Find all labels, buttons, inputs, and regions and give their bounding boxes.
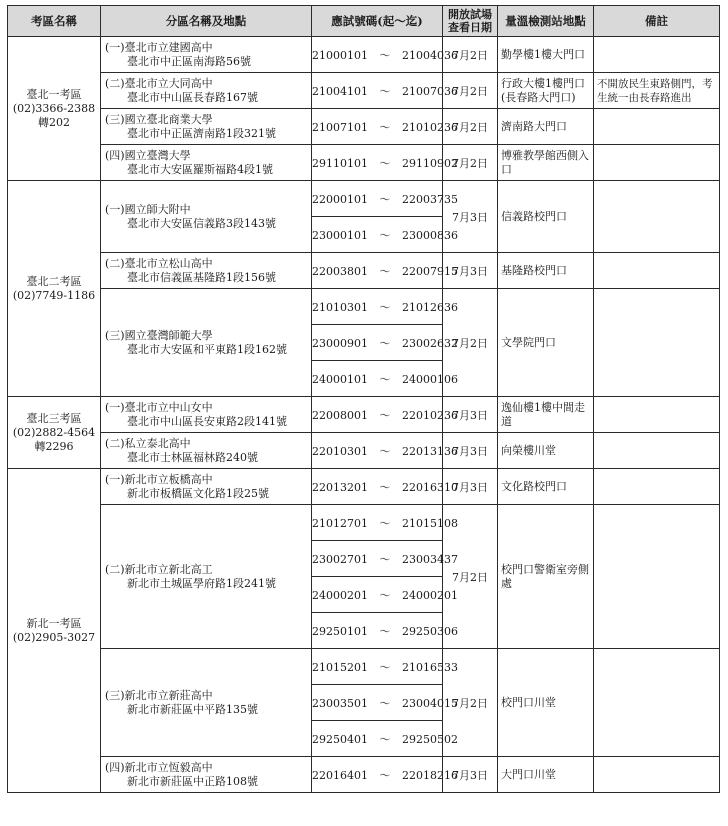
temp-station-cell: 博雅教學館西側入口 xyxy=(498,145,594,181)
note-cell xyxy=(594,433,720,469)
range-start: 22003801 xyxy=(312,264,368,278)
range-end: 29250306 xyxy=(402,624,458,638)
exam-area-phone: (02)7749-1186 xyxy=(12,288,96,302)
table-row xyxy=(8,469,720,505)
open-date-cell: 7月2日 xyxy=(443,109,498,145)
subarea-cell xyxy=(101,109,312,145)
range-separator: ～ xyxy=(379,768,391,782)
temp-station-cell: 文學院門口 xyxy=(498,289,594,397)
subarea-cell xyxy=(101,433,312,469)
number-range-cell xyxy=(312,109,458,145)
open-date-cell: 7月3日 xyxy=(443,181,498,253)
range-start: 22016401 xyxy=(312,768,368,782)
open-date-cell: 7月3日 xyxy=(443,397,498,433)
exam-area-name: 臺北二考區 xyxy=(26,274,82,288)
range-end: 24000201 xyxy=(402,588,458,602)
subarea-cell xyxy=(101,505,312,649)
range-start: 23002701 xyxy=(312,552,368,566)
range-end: 21010236 xyxy=(402,120,458,134)
range-start: 23000901 xyxy=(312,336,368,350)
range-separator: ～ xyxy=(379,300,391,314)
temp-station-cell: 濟南路大門口 xyxy=(498,109,594,145)
subarea-address: 新北市土城區學府路1段241號 xyxy=(127,576,276,590)
range-start: 22008001 xyxy=(312,408,368,422)
range-separator: ～ xyxy=(379,480,391,494)
table-row xyxy=(8,109,720,145)
header-temp-station: 量溫檢測站地點 xyxy=(498,6,594,37)
range-end: 21015108 xyxy=(402,516,458,530)
note-cell xyxy=(594,289,720,397)
note-cell xyxy=(594,109,720,145)
range-start: 23003501 xyxy=(312,696,368,710)
range-separator: ～ xyxy=(379,588,391,602)
range-separator: ～ xyxy=(379,228,391,242)
subarea-cell xyxy=(101,181,312,253)
number-range-cell xyxy=(312,73,458,109)
subarea-address: 臺北市中山區長春路167號 xyxy=(127,90,258,104)
subarea-name: (一)國立師大附中 xyxy=(105,202,191,216)
note-cell xyxy=(594,469,720,505)
subarea-name: (二)臺北市立大同高中 xyxy=(105,76,213,90)
range-end: 24000106 xyxy=(402,372,458,386)
note-cell xyxy=(594,181,720,253)
number-range-cell xyxy=(312,685,458,721)
range-separator: ～ xyxy=(379,624,391,638)
range-end: 29250502 xyxy=(402,732,458,746)
open-date-cell: 7月2日 xyxy=(443,289,498,397)
range-separator: ～ xyxy=(379,48,391,62)
open-date-cell: 7月3日 xyxy=(443,433,498,469)
range-start: 21010301 xyxy=(312,300,368,314)
subarea-name: (三)新北市立新莊高中 xyxy=(105,688,213,702)
note-cell xyxy=(594,253,720,289)
range-end: 22007915 xyxy=(402,264,458,278)
range-separator: ～ xyxy=(379,156,391,170)
subarea-address: 臺北市士林區福林路240號 xyxy=(127,450,258,464)
subarea-address: 臺北市大安區羅斯福路4段1號 xyxy=(127,162,273,176)
range-end: 21004036 xyxy=(402,48,458,62)
range-end: 21012636 xyxy=(402,300,458,314)
range-separator: ～ xyxy=(379,120,391,134)
temp-station-cell: 逸仙樓1樓中間走道 xyxy=(498,397,594,433)
temp-station-cell: 大門口川堂 xyxy=(498,757,594,793)
table-row xyxy=(8,145,720,181)
range-end: 21007036 xyxy=(402,84,458,98)
number-range-cell xyxy=(312,37,458,73)
number-range-cell xyxy=(312,325,458,361)
subarea-address: 新北市新莊區中平路135號 xyxy=(127,702,258,716)
table-body xyxy=(8,37,720,793)
subarea-cell xyxy=(101,757,312,793)
range-separator: ～ xyxy=(379,336,391,350)
number-range-cell xyxy=(312,505,458,541)
subarea-cell xyxy=(101,469,312,505)
subarea-cell xyxy=(101,649,312,757)
temp-station-cell: 行政大樓1樓門口(長春路大門口) xyxy=(498,73,594,109)
subarea-address: 臺北市大安區信義路3段143號 xyxy=(127,216,276,230)
number-range-cell xyxy=(312,757,458,793)
exam-area-name: 臺北三考區 xyxy=(26,411,82,425)
subarea-address: 臺北市信義區基隆路1段156號 xyxy=(127,270,276,284)
exam-site-table xyxy=(7,5,720,793)
number-range-cell xyxy=(312,253,458,289)
note-cell: 不開放民生東路側門，考生統一由長春路進出 xyxy=(594,73,720,109)
note-cell xyxy=(594,649,720,757)
subarea-cell xyxy=(101,73,312,109)
subarea-address: 臺北市中正區南海路56號 xyxy=(127,54,251,68)
number-range-cell xyxy=(312,217,458,253)
range-start: 22000101 xyxy=(312,192,368,206)
range-start: 22013201 xyxy=(312,480,368,494)
range-separator: ～ xyxy=(379,372,391,386)
number-range-cell xyxy=(312,145,458,181)
range-separator: ～ xyxy=(379,696,391,710)
range-end: 22016310 xyxy=(402,480,458,494)
table-row xyxy=(8,505,720,541)
table-row xyxy=(8,37,720,73)
range-end: 23004015 xyxy=(402,696,458,710)
subarea-address: 臺北市中山區長安東路2段141號 xyxy=(127,414,287,428)
exam-area-ext: 轉2296 xyxy=(34,439,74,453)
exam-area-cell xyxy=(8,37,101,181)
range-start: 29250401 xyxy=(312,732,368,746)
number-range-cell xyxy=(312,397,458,433)
temp-station-cell: 勤學樓1樓大門口 xyxy=(498,37,594,73)
open-date-cell: 7月3日 xyxy=(443,469,498,505)
subarea-name: (一)臺北市立中山女中 xyxy=(105,400,213,414)
exam-area-phone: (02)3366-2388 xyxy=(12,101,96,115)
header-subarea: 分區名稱及地點 xyxy=(101,6,312,37)
range-separator: ～ xyxy=(379,408,391,422)
number-range-cell xyxy=(312,541,458,577)
exam-area-ext: 轉202 xyxy=(38,115,70,129)
temp-station-cell: 信義路校門口 xyxy=(498,181,594,253)
exam-area-name: 新北一考區 xyxy=(26,616,82,630)
subarea-cell xyxy=(101,289,312,397)
exam-area-phone: (02)2882-4564 xyxy=(12,425,96,439)
range-end: 22003735 xyxy=(402,192,458,206)
subarea-name: (四)國立臺灣大學 xyxy=(105,148,191,162)
subarea-address: 臺北市大安區和平東路1段162號 xyxy=(127,342,287,356)
subarea-cell xyxy=(101,37,312,73)
number-range-cell xyxy=(312,181,458,217)
subarea-cell xyxy=(101,253,312,289)
subarea-name: (一)臺北市立建國高中 xyxy=(105,40,213,54)
subarea-name: (三)國立臺北商業大學 xyxy=(105,112,213,126)
range-start: 21000101 xyxy=(312,48,368,62)
subarea-name: (四)新北市立恆毅高中 xyxy=(105,760,213,774)
table-row xyxy=(8,757,720,793)
range-end: 21016533 xyxy=(402,660,458,674)
table-row xyxy=(8,73,720,109)
subarea-name: (二)新北市立新北高工 xyxy=(105,562,213,576)
number-range-cell xyxy=(312,289,458,325)
temp-station-cell: 文化路校門口 xyxy=(498,469,594,505)
temp-station-cell: 校門口警衛室旁側處 xyxy=(498,505,594,649)
number-range-cell xyxy=(312,649,458,685)
range-separator: ～ xyxy=(379,660,391,674)
number-range-cell xyxy=(312,721,458,757)
table-row xyxy=(8,397,720,433)
range-end: 23003437 xyxy=(402,552,458,566)
header-exam-name: 考區名稱 xyxy=(8,6,101,37)
range-start: 29110101 xyxy=(312,156,368,170)
temp-station-cell: 向榮樓川堂 xyxy=(498,433,594,469)
range-end: 29110902 xyxy=(402,156,458,170)
range-end: 22013136 xyxy=(402,444,458,458)
range-separator: ～ xyxy=(379,732,391,746)
table-row xyxy=(8,253,720,289)
number-range-cell xyxy=(312,361,458,397)
header-number-range: 應試號碼(起～迄) xyxy=(312,6,443,37)
number-range-cell xyxy=(312,469,458,505)
open-date-cell: 7月2日 xyxy=(443,505,498,649)
open-date-cell: 7月3日 xyxy=(443,757,498,793)
note-cell xyxy=(594,145,720,181)
subarea-name: (三)國立臺灣師範大學 xyxy=(105,328,213,342)
range-end: 22018216 xyxy=(402,768,458,782)
table-row xyxy=(8,433,720,469)
range-separator: ～ xyxy=(379,192,391,206)
range-separator: ～ xyxy=(379,552,391,566)
range-start: 21004101 xyxy=(312,84,368,98)
range-start: 24000101 xyxy=(312,372,368,386)
temp-station-cell: 基隆路校門口 xyxy=(498,253,594,289)
exam-area-phone: (02)2905-3027 xyxy=(12,630,96,644)
range-separator: ～ xyxy=(379,264,391,278)
range-separator: ～ xyxy=(379,444,391,458)
note-cell xyxy=(594,397,720,433)
open-date-cell: 7月2日 xyxy=(443,145,498,181)
range-separator: ～ xyxy=(379,84,391,98)
range-start: 21015201 xyxy=(312,660,368,674)
subarea-name: (一)新北市立板橋高中 xyxy=(105,472,213,486)
open-date-cell: 7月2日 xyxy=(443,37,498,73)
number-range-cell xyxy=(312,577,458,613)
range-end: 23000836 xyxy=(402,228,458,242)
header-open-date: 開放試場查看日期 xyxy=(443,6,498,37)
range-start: 22010301 xyxy=(312,444,368,458)
open-date-cell: 7月3日 xyxy=(443,253,498,289)
range-start: 21007101 xyxy=(312,120,368,134)
range-start: 23000101 xyxy=(312,228,368,242)
subarea-name: (二)私立泰北高中 xyxy=(105,436,191,450)
exam-area-cell xyxy=(8,469,101,793)
header-note: 備註 xyxy=(594,6,720,37)
range-start: 24000201 xyxy=(312,588,368,602)
note-cell xyxy=(594,37,720,73)
subarea-name: (二)臺北市立松山高中 xyxy=(105,256,213,270)
subarea-cell xyxy=(101,145,312,181)
number-range-cell xyxy=(312,433,458,469)
table-row xyxy=(8,181,720,217)
range-end: 22010236 xyxy=(402,408,458,422)
note-cell xyxy=(594,505,720,649)
open-date-cell: 7月2日 xyxy=(443,649,498,757)
range-start: 29250101 xyxy=(312,624,368,638)
subarea-cell xyxy=(101,397,312,433)
table-row xyxy=(8,649,720,685)
open-date-cell: 7月2日 xyxy=(443,73,498,109)
range-separator: ～ xyxy=(379,516,391,530)
note-cell xyxy=(594,757,720,793)
temp-station-cell: 校門口川堂 xyxy=(498,649,594,757)
range-start: 21012701 xyxy=(312,516,368,530)
exam-area-name: 臺北一考區 xyxy=(26,87,82,101)
table-row xyxy=(8,289,720,325)
exam-area-cell xyxy=(8,181,101,397)
number-range-cell xyxy=(312,613,458,649)
range-end: 23002632 xyxy=(402,336,458,350)
subarea-address: 新北市新莊區中正路108號 xyxy=(127,774,258,788)
subarea-address: 臺北市中正區濟南路1段321號 xyxy=(127,126,276,140)
exam-area-cell xyxy=(8,397,101,469)
subarea-address: 新北市板橋區文化路1段25號 xyxy=(127,486,269,500)
